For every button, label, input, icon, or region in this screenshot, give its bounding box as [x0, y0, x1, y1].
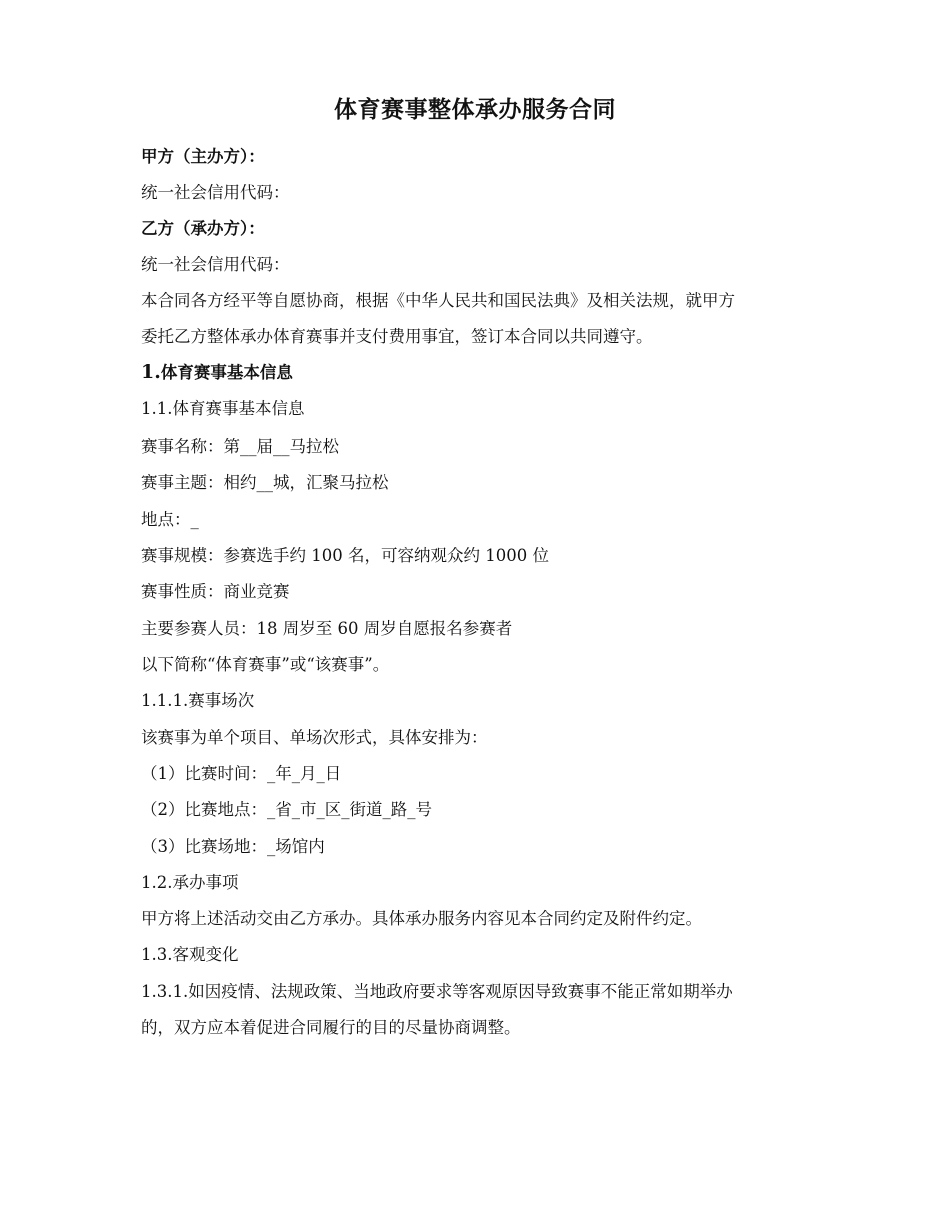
section-1-3-1-line-2: 的，双方应本着促进合同履行的目的尽量协商调整。: [141, 1018, 521, 1037]
party-a-credit-code: 统一社会信用代码：: [141, 183, 290, 202]
section-1-2-text: 甲方将上述活动交由乙方承办。具体承办服务内容见本合同约定及附件约定。: [141, 909, 702, 928]
schedule-intro: 该赛事为单个项目、单场次形式，具体安排为：: [141, 728, 488, 747]
event-short-name: 以下简称“体育赛事”或“该赛事”。: [141, 655, 390, 674]
section-1-3-heading: 1.3.客观变化: [141, 945, 239, 964]
section-1-title: 体育赛事基本信息: [160, 363, 293, 382]
section-1-2-heading: 1.2.承办事项: [141, 873, 239, 892]
section-1-1-1-heading: 1.1.1.赛事场次: [141, 691, 255, 710]
event-nature: 赛事性质：商业竞赛: [141, 582, 290, 601]
preamble-line-1: 本合同各方经平等自愿协商，根据《中华人民共和国民法典》及相关法规，就甲方: [141, 291, 735, 310]
schedule-item-time: （1）比赛时间：_年_月_日: [141, 764, 342, 783]
document-title: 体育赛事整体承办服务合同: [334, 96, 616, 123]
event-name: 赛事名称：第__届__马拉松: [141, 437, 339, 456]
preamble-line-2: 委托乙方整体承办体育赛事并支付费用事宜，签订本合同以共同遵守。: [141, 327, 653, 346]
schedule-item-venue: （3）比赛场地：_场馆内: [141, 837, 325, 856]
section-1-1-heading: 1.1.体育赛事基本信息: [141, 399, 305, 418]
event-scale: 赛事规模：参赛选手约 100 名，可容纳观众约 1000 位: [141, 546, 549, 565]
party-b-credit-code: 统一社会信用代码：: [141, 255, 290, 274]
event-location: 地点：_: [141, 510, 199, 529]
party-b-label: 乙方（承办方）：: [141, 219, 265, 238]
section-1-heading: [141, 361, 293, 384]
event-theme: 赛事主题：相约__城，汇聚马拉松: [141, 473, 389, 492]
section-1-number: 1.: [141, 361, 161, 383]
party-a-label: 甲方（主办方）：: [141, 147, 265, 166]
section-1-3-1-line-1: 1.3.1.如因疫情、法规政策、当地政府要求等客观原因导致赛事不能正常如期举办: [141, 982, 733, 1001]
schedule-item-place: （2）比赛地点：_省_市_区_街道_路_号: [141, 800, 432, 819]
event-participants: 主要参赛人员：18 周岁至 60 周岁自愿报名参赛者: [141, 619, 513, 638]
